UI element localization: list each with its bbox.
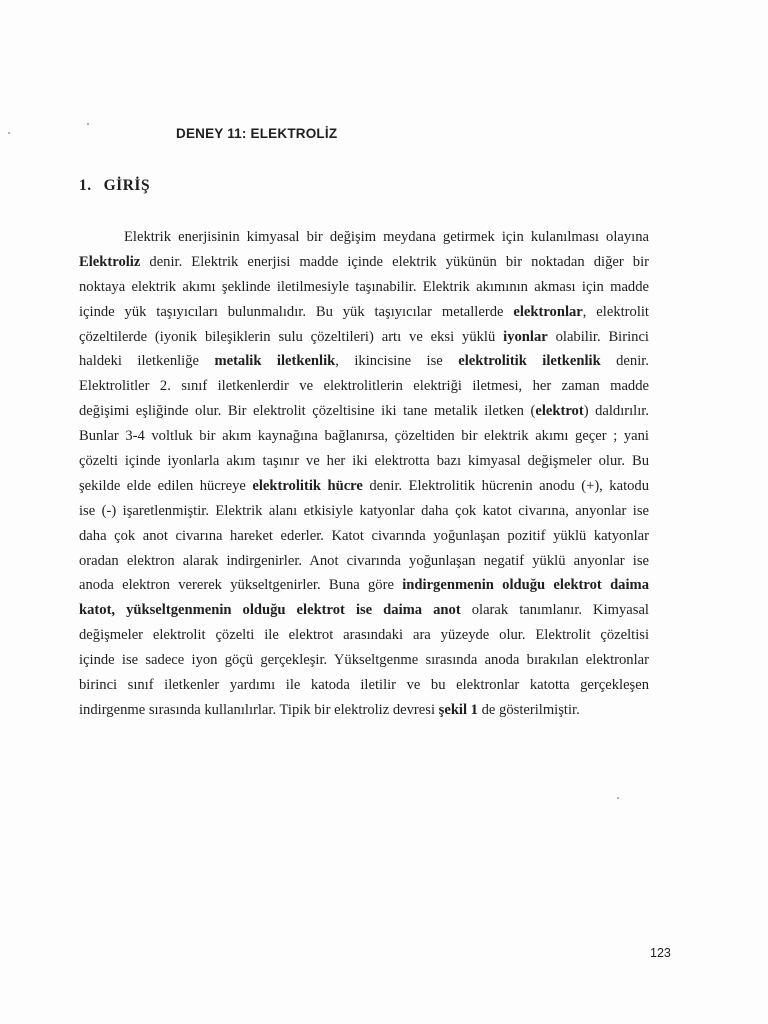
text-run: indirgenme sırasında kullanılırlar. Tipik bir elektroliz devresi	[79, 701, 439, 718]
bold-term: elektrolitik hücre	[252, 477, 363, 494]
paragraph-line	[79, 698, 649, 723]
text-run: oradan elektron alarak indirgenirler. Anot civarında yoğunlaşan negatif yüklü anyonlar ise	[79, 552, 649, 569]
text-run: denir. Elektrik enerjisi madde içinde elektrik yükünün bir noktadan diğer bir	[140, 253, 649, 270]
paragraph-line	[79, 424, 649, 449]
text-run: denir. Elektrolitik hücrenin anodu (+), katodu	[362, 477, 650, 494]
paragraph-line	[79, 673, 649, 698]
bold-term: metalik iletkenlik	[214, 353, 336, 370]
text-run: olarak tanımlanır. Kimyasal	[460, 602, 649, 619]
text-run: Bunlar 3-4 voltluk bir akım kaynağına bağlanırsa, çözeltiden bir elektrik akımı geçer ; yani	[79, 428, 649, 445]
bold-term: indirgenmenin olduğu elektrot daima	[402, 577, 649, 594]
bold-term: Elektroliz	[79, 253, 141, 270]
text-run: haldeki iletkenliğe	[79, 353, 215, 370]
paragraph-line	[79, 349, 649, 374]
paragraph-line	[79, 374, 649, 399]
paragraph-line	[79, 648, 649, 673]
scan-speck	[87, 123, 89, 125]
paragraph-line	[79, 399, 649, 424]
bold-term: elektrot	[535, 403, 584, 420]
paragraph-line	[79, 573, 649, 598]
text-run: değişimi eşliğinde olur. Bir elektrolit çözeltisine iki tane metalik iletken (	[79, 403, 536, 420]
paragraph-line	[79, 623, 649, 648]
text-run: , elektrolit	[582, 303, 649, 320]
section-title: GİRİŞ	[103, 177, 151, 194]
text-run: çözeltilerde (iyonik bileşiklerin sulu çözeltileri) artı ve eksi yüklü	[79, 328, 504, 345]
bold-term: şekil 1	[438, 701, 478, 718]
paragraph-line	[79, 474, 649, 499]
text-run: Elektrik enerjisinin kimyasal bir değişim meydana getirmek için kulanılması olayına	[124, 229, 649, 245]
text-run: daha çok anot civarına hareket ederler. Katot civarında yoğunlaşan pozitif yüklü katyonlar	[79, 527, 649, 544]
paragraph-line	[79, 275, 649, 300]
text-run: ise (-) işaretlenmiştir. Elektrik alanı etkisiyle katyonlar daha çok katot civarına, anyonlar ise	[79, 502, 649, 519]
text-run: olabilir. Birinci	[547, 328, 649, 345]
text-run: içinde yük taşıyıcıları bulunmalıdır. Bu yük taşıyıcılar metallerde	[79, 303, 514, 320]
paragraph-line	[79, 325, 649, 350]
paragraph-line	[79, 524, 649, 549]
bold-term: iyonlar	[503, 328, 548, 345]
text-run: noktaya elektrik akımı şeklinde iletilmesiyle taşınabilir. Elektrik akımının akması için madde	[79, 278, 649, 295]
text-run: içinde ise sadece iyon göçü gerçekleşir. Yükseltgenme sırasında anoda bırakılan elektronlar	[79, 652, 649, 669]
text-run: anoda elektron vererek yükseltgenirler. Buna göre	[79, 577, 403, 594]
body-paragraph	[79, 225, 649, 723]
text-run: değişmeler elektrolit çözelti ile elektrot arasındaki ara yüzeyde olur. Elektrolit çözeltisi	[79, 627, 649, 644]
text-run: , ikincisine ise	[335, 353, 459, 370]
scan-speck	[617, 797, 619, 799]
paragraph-line	[79, 225, 649, 250]
text-run: şekilde elde edilen hücreye	[79, 477, 253, 494]
paragraph-line	[79, 499, 649, 524]
experiment-title: DENEY 11: ELEKTROLİZ	[176, 126, 338, 141]
page-number: 123	[650, 946, 671, 960]
text-run: denir.	[600, 353, 649, 370]
text-run: Elektrolitler 2. sınıf iletkenlerdir ve elektrolitlerin elektriği iletmesi, her zaman madde	[79, 378, 649, 395]
paragraph-line	[79, 300, 649, 325]
paragraph-line	[79, 598, 649, 623]
bold-term: elektrolitik iletkenlik	[458, 353, 601, 370]
paragraph-line	[79, 549, 649, 574]
bold-term: katot, yükseltgenmenin olduğu elektrot ise daima anot	[79, 602, 461, 619]
text-run: birinci sınıf iletkenler yardımı ile katoda iletilir ve bu elektronlar katotta gerçekleşen	[79, 677, 649, 694]
bold-term: elektronlar	[513, 303, 583, 320]
section-number: 1.	[79, 177, 92, 194]
scan-speck	[8, 132, 10, 134]
paragraph-line	[79, 449, 649, 474]
text-run: de gösterilmiştir.	[477, 701, 580, 718]
paragraph-line	[79, 250, 649, 275]
text-run: çözelti içinde iyonlarla akım taşınır ve her iki elektrotta bazı kimyasal değişmeler olur. Bu	[79, 453, 649, 470]
section-heading	[79, 177, 150, 195]
text-run: ) daldırılır.	[583, 403, 649, 420]
